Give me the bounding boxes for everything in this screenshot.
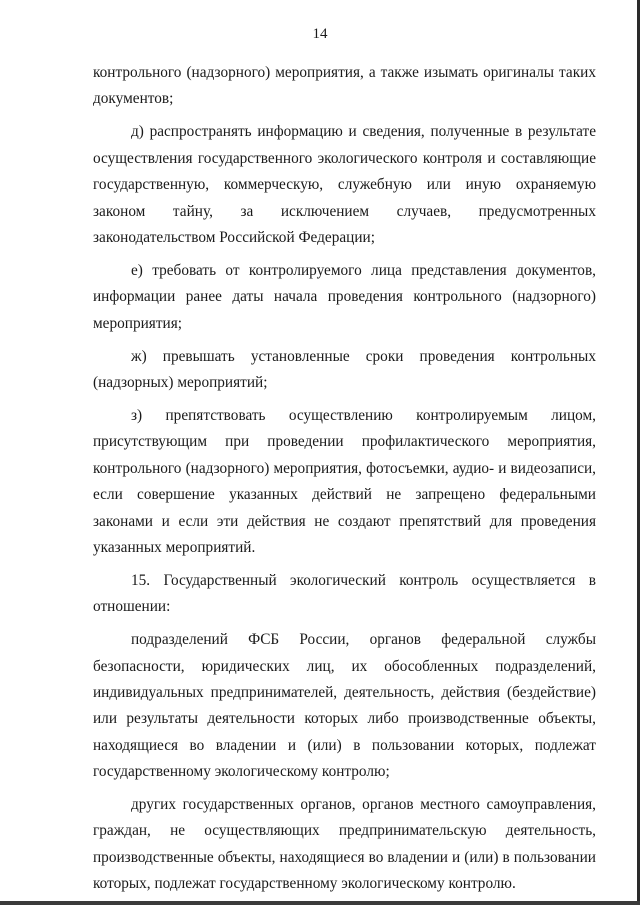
paragraph-item-e: е) требовать от контролируемого лица представления документов, информации ранее даты начала проведения контрольного (надзорного) мероприятия;: [93, 261, 596, 332]
paragraph-continuation: контрольного (надзорного) мероприятия, а также изымать оригиналы таких документов;: [93, 64, 596, 108]
paragraph-fsb-subdivisions: подразделений ФСБ России, органов федеральной службы безопасности, юридических лиц, их обособленных подразделений, индивидуальных предпринимателей, деятельность, действия (бездействие) или результаты деятельности которых либо производственные объекты, находящиеся во владении и (или) в пользовании которых, подлежат государственному экологическому контролю;: [93, 631, 596, 781]
document-body: [93, 60, 596, 904]
page-number: 14: [312, 26, 328, 42]
paragraph-item-d: д) распространять информацию и сведения, полученные в результате осуществления государственного экологического контроля и составляющие государственную, коммерческую, служебную или иную охраняемую законом тайну, за исключением случаев, предусмотренных законодательством Российской Федерации;: [93, 123, 596, 246]
scan-edge-bottom: [0, 901, 640, 905]
paragraph-item-z: з) препятствовать осуществлению контролируемым лицом, присутствующим при проведении профилактического мероприятия, контрольного (надзорного) мероприятия, фотосъемки, аудио- и видеозаписи, если совершение указанных действий не запрещено федеральными законами и если эти действия не создают препятствий для проведения указанных мероприятий.: [93, 406, 596, 556]
paragraph-item-zh: ж) превышать установленные сроки проведения контрольных (надзорных) мероприятий;: [93, 347, 596, 391]
paragraph-other-bodies: других государственных органов, органов местного самоуправления, граждан, не осуществляющих предпринимательскую деятельность, производственные объекты, находящиеся во владении и (или) в пользовании которых, подлежат государственному экологическому контролю.: [93, 796, 596, 893]
paragraph-section-15: 15. Государственный экологический контроль осуществляется в отношении:: [93, 571, 596, 616]
